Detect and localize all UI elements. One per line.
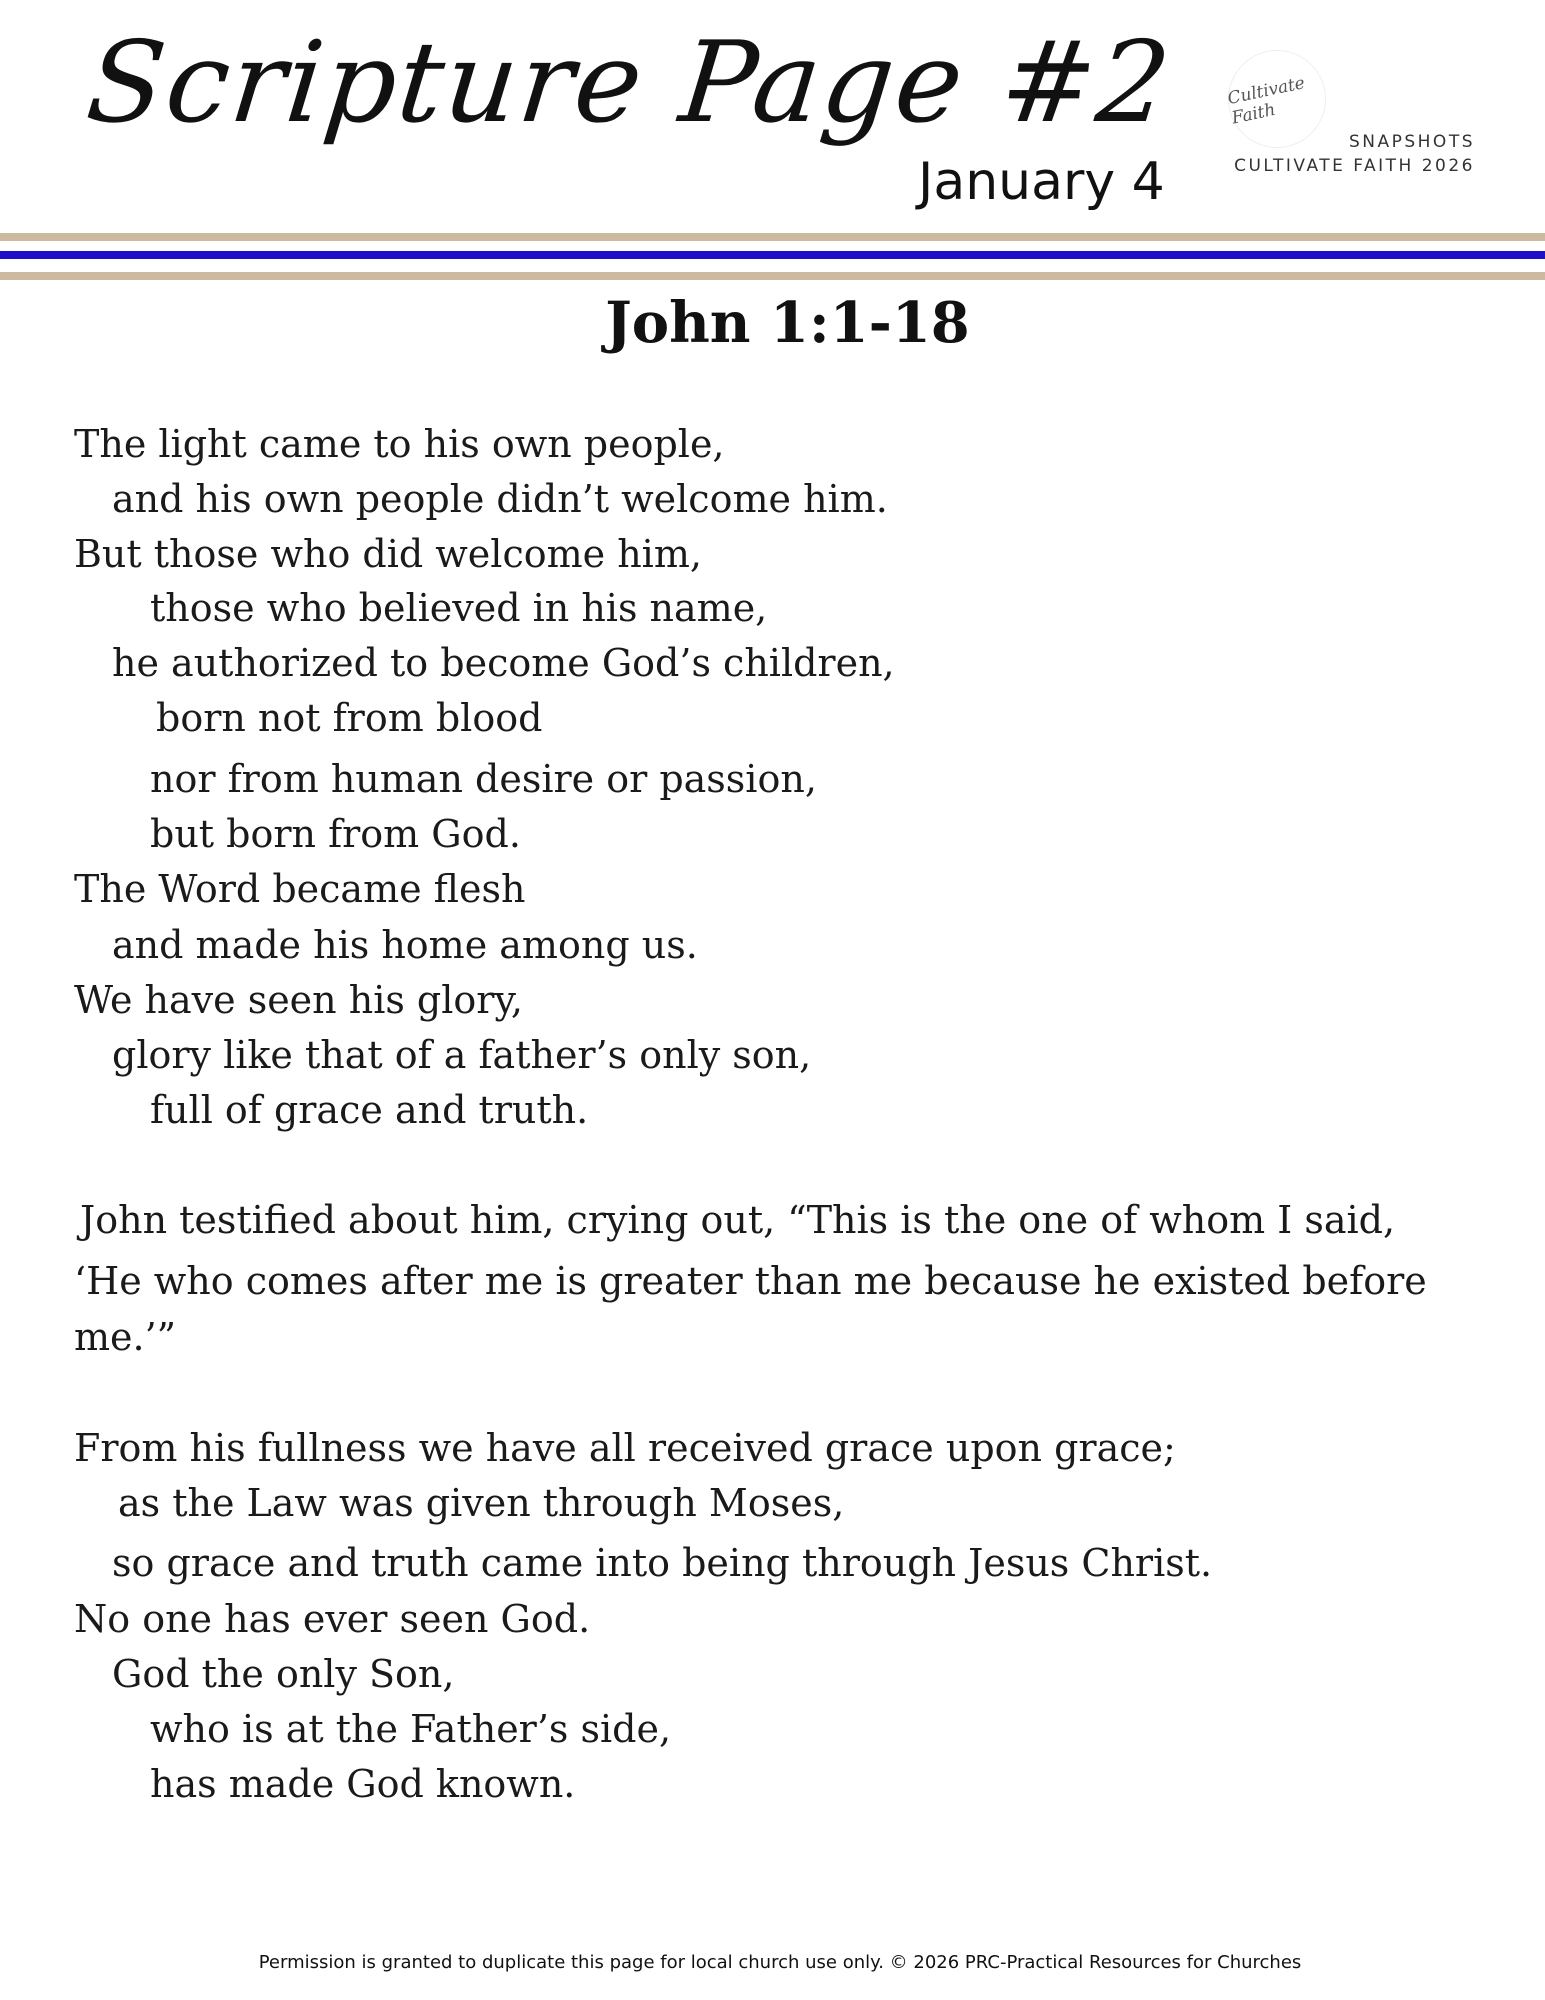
passage-line: me.’” [74,1315,177,1359]
passage-line: he authorized to become God’s children, [112,641,895,685]
passage-line: No one has ever seen God. [74,1597,591,1641]
passage-line: but born from God. [150,812,521,856]
series-label [1234,130,1475,178]
scripture-reference: John 1:1-18 [605,290,970,356]
passage-line: full of grace and truth. [150,1088,589,1132]
divider-tan-top [0,233,1545,241]
passage-line: The Word became flesh [74,867,526,911]
date-label: January 4 [918,152,1165,212]
passage-line: so grace and truth came into being through Jesus Christ. [112,1541,1213,1585]
passage-line: God the only Son, [112,1652,455,1696]
passage-line: We have seen his glory, [74,978,523,1022]
passage-line: who is at the Father’s side, [150,1707,672,1751]
passage-line: and made his home among us. [112,923,698,967]
passage-line: The light came to his own people, [74,422,725,466]
page-title: Scripture Page #2 [81,18,1178,148]
passage-line: But those who did welcome him, [74,532,702,576]
series-line-1: SNAPSHOTS [1348,132,1475,152]
passage-line: From his fullness we have all received grace upon grace; [74,1426,1176,1470]
passage-line: glory like that of a father’s only son, [112,1033,812,1077]
passage-line: has made God known. [150,1762,576,1806]
divider-tan-bottom [0,272,1545,280]
divider-blue [0,251,1545,259]
passage-line: nor from human desire or passion, [150,757,817,801]
passage-line: as the Law was given through Moses, [118,1481,845,1525]
passage-line: born not from blood [156,696,543,740]
passage-line: John testified about him, crying out, “This is the one of whom I said, [80,1198,1396,1242]
passage-line: and his own people didn’t welcome him. [112,477,888,521]
series-line-2: CULTIVATE FAITH 2026 [1234,156,1475,176]
passage-line: those who believed in his name, [150,586,768,630]
copyright-footer: Permission is granted to duplicate this page for local church use only. © 2026 PRC-Practical Resources for Churches [258,1952,1302,1973]
logo-text: Cultivate Faith [1225,73,1307,129]
passage-line: ‘He who comes after me is greater than me because he existed before [74,1259,1427,1303]
